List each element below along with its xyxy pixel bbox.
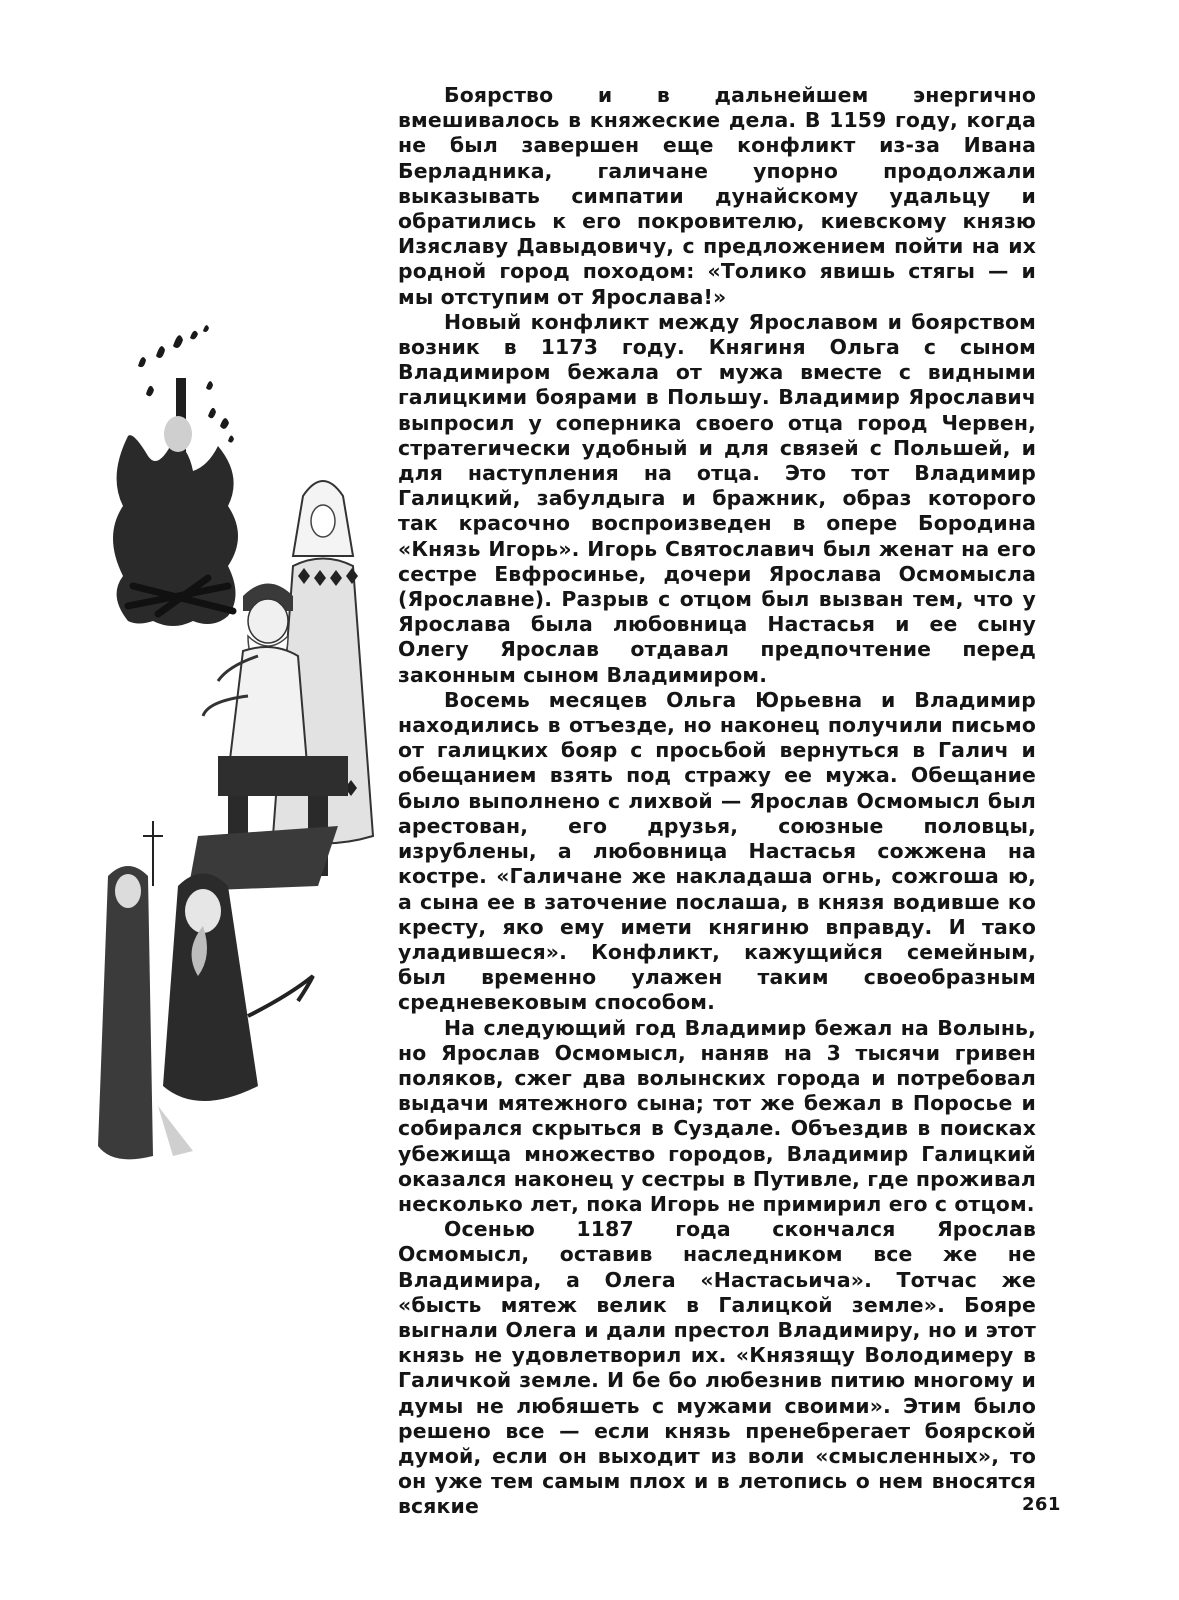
medieval-miniature-illustration-icon bbox=[98, 316, 408, 1176]
illustration bbox=[98, 316, 408, 1176]
paragraph: Новый конфликт между Ярославом и боярством возник в 1173 году. Княгиня Ольга с сыном Владимиром бежала от мужа вместе с видными галицкими боярами в Польшу. Владимир Ярославич выпросил у соперника своего отца город Червен, стратегически удобный и для связей с Польшей, и для наступления на отца. Это тот Владимир Галицкий, забулдыга и бражник, образ которого так красочно воспроизведен в опере Бородина «Князь Игорь». Игорь Святославич был женат на его сестре Евфросинье, дочери Ярослава Осмомысла (Ярославне). Разрыв с отцом был вызван тем, что у Ярослава была любовница Настасья и ее сыну Олегу Ярослав отдавал предпочтение перед законным сыном Владимиром. bbox=[398, 309, 1036, 687]
page-number: 261 bbox=[1022, 1494, 1061, 1515]
face-in-fire-shape bbox=[164, 416, 192, 452]
paragraph: На следующий год Владимир бежал на Волынь, но Ярослав Осмомысл, наняв на 3 тысячи гривен поляков, сжег два волынских города и потребовал выдачи мятежного сына; тот же бежал в Поросье и собирался скрыться в Суздале. Объездив в поисках убежища множество городов, Владимир Галицкий оказался наконец у сестры в Путивле, где проживал несколько лет, пока Игорь не примирил его с отцом. bbox=[398, 1015, 1036, 1216]
paragraph: Восемь месяцев Ольга Юрьевна и Владимир находились в отъезде, но наконец получили письмо от галицких бояр с просьбой вернуться в Галич и обещанием взять под стражу ее мужа. Обещание было выполнено с лихвой — Ярослав Осмомысл был арестован, его друзья, союзные половцы, изрублены, а любовница Настасья сожжена на костре. «Галичане же накладаша огнь, сожгоша ю, а сына ее в заточение послаша, в князя водивше ко кресту, яко ему имети княгиню вправду. И тако уладившеся». Конфликт, кажущийся семейным, был временно улажен таким своеобразным средневековым способом. bbox=[398, 687, 1036, 1015]
paragraph: Боярство и в дальнейшем энергично вмешивалось в княжеские дела. В 1159 году, когда не был завершен еще конфликт из-за Ивана Берладника, галичане упорно продолжали выказывать симпатии дунайскому удальцу и обратились к его покровителю, киевскому князю Изяславу Давыдовичу, с предложением пойти на их родной город походом: «Толико явишь стягы — и мы отступим от Ярослава!» bbox=[398, 83, 1036, 309]
body-text bbox=[398, 83, 1036, 1520]
paragraph: Осенью 1187 года скончался Ярослав Осмомысл, оставив наследником все же не Владимира, а Олега «Настасьича». Тотчас же «бысть мятеж велик в Галицкой земле». Бояре выгнали Олега и дали престол Владимиру, но и этот князь не удовлетворил их. «Князящу Володимеру в Галичкой земле. И бе бо любезнив питию многому и думы не любяшеть с мужами своими». Этим было решено все — если князь пренебрегает боярской думой, если он выходит из воли «смысленных», то он уже тем самым плох и в летопись о нем вносятся всякие bbox=[398, 1217, 1036, 1519]
